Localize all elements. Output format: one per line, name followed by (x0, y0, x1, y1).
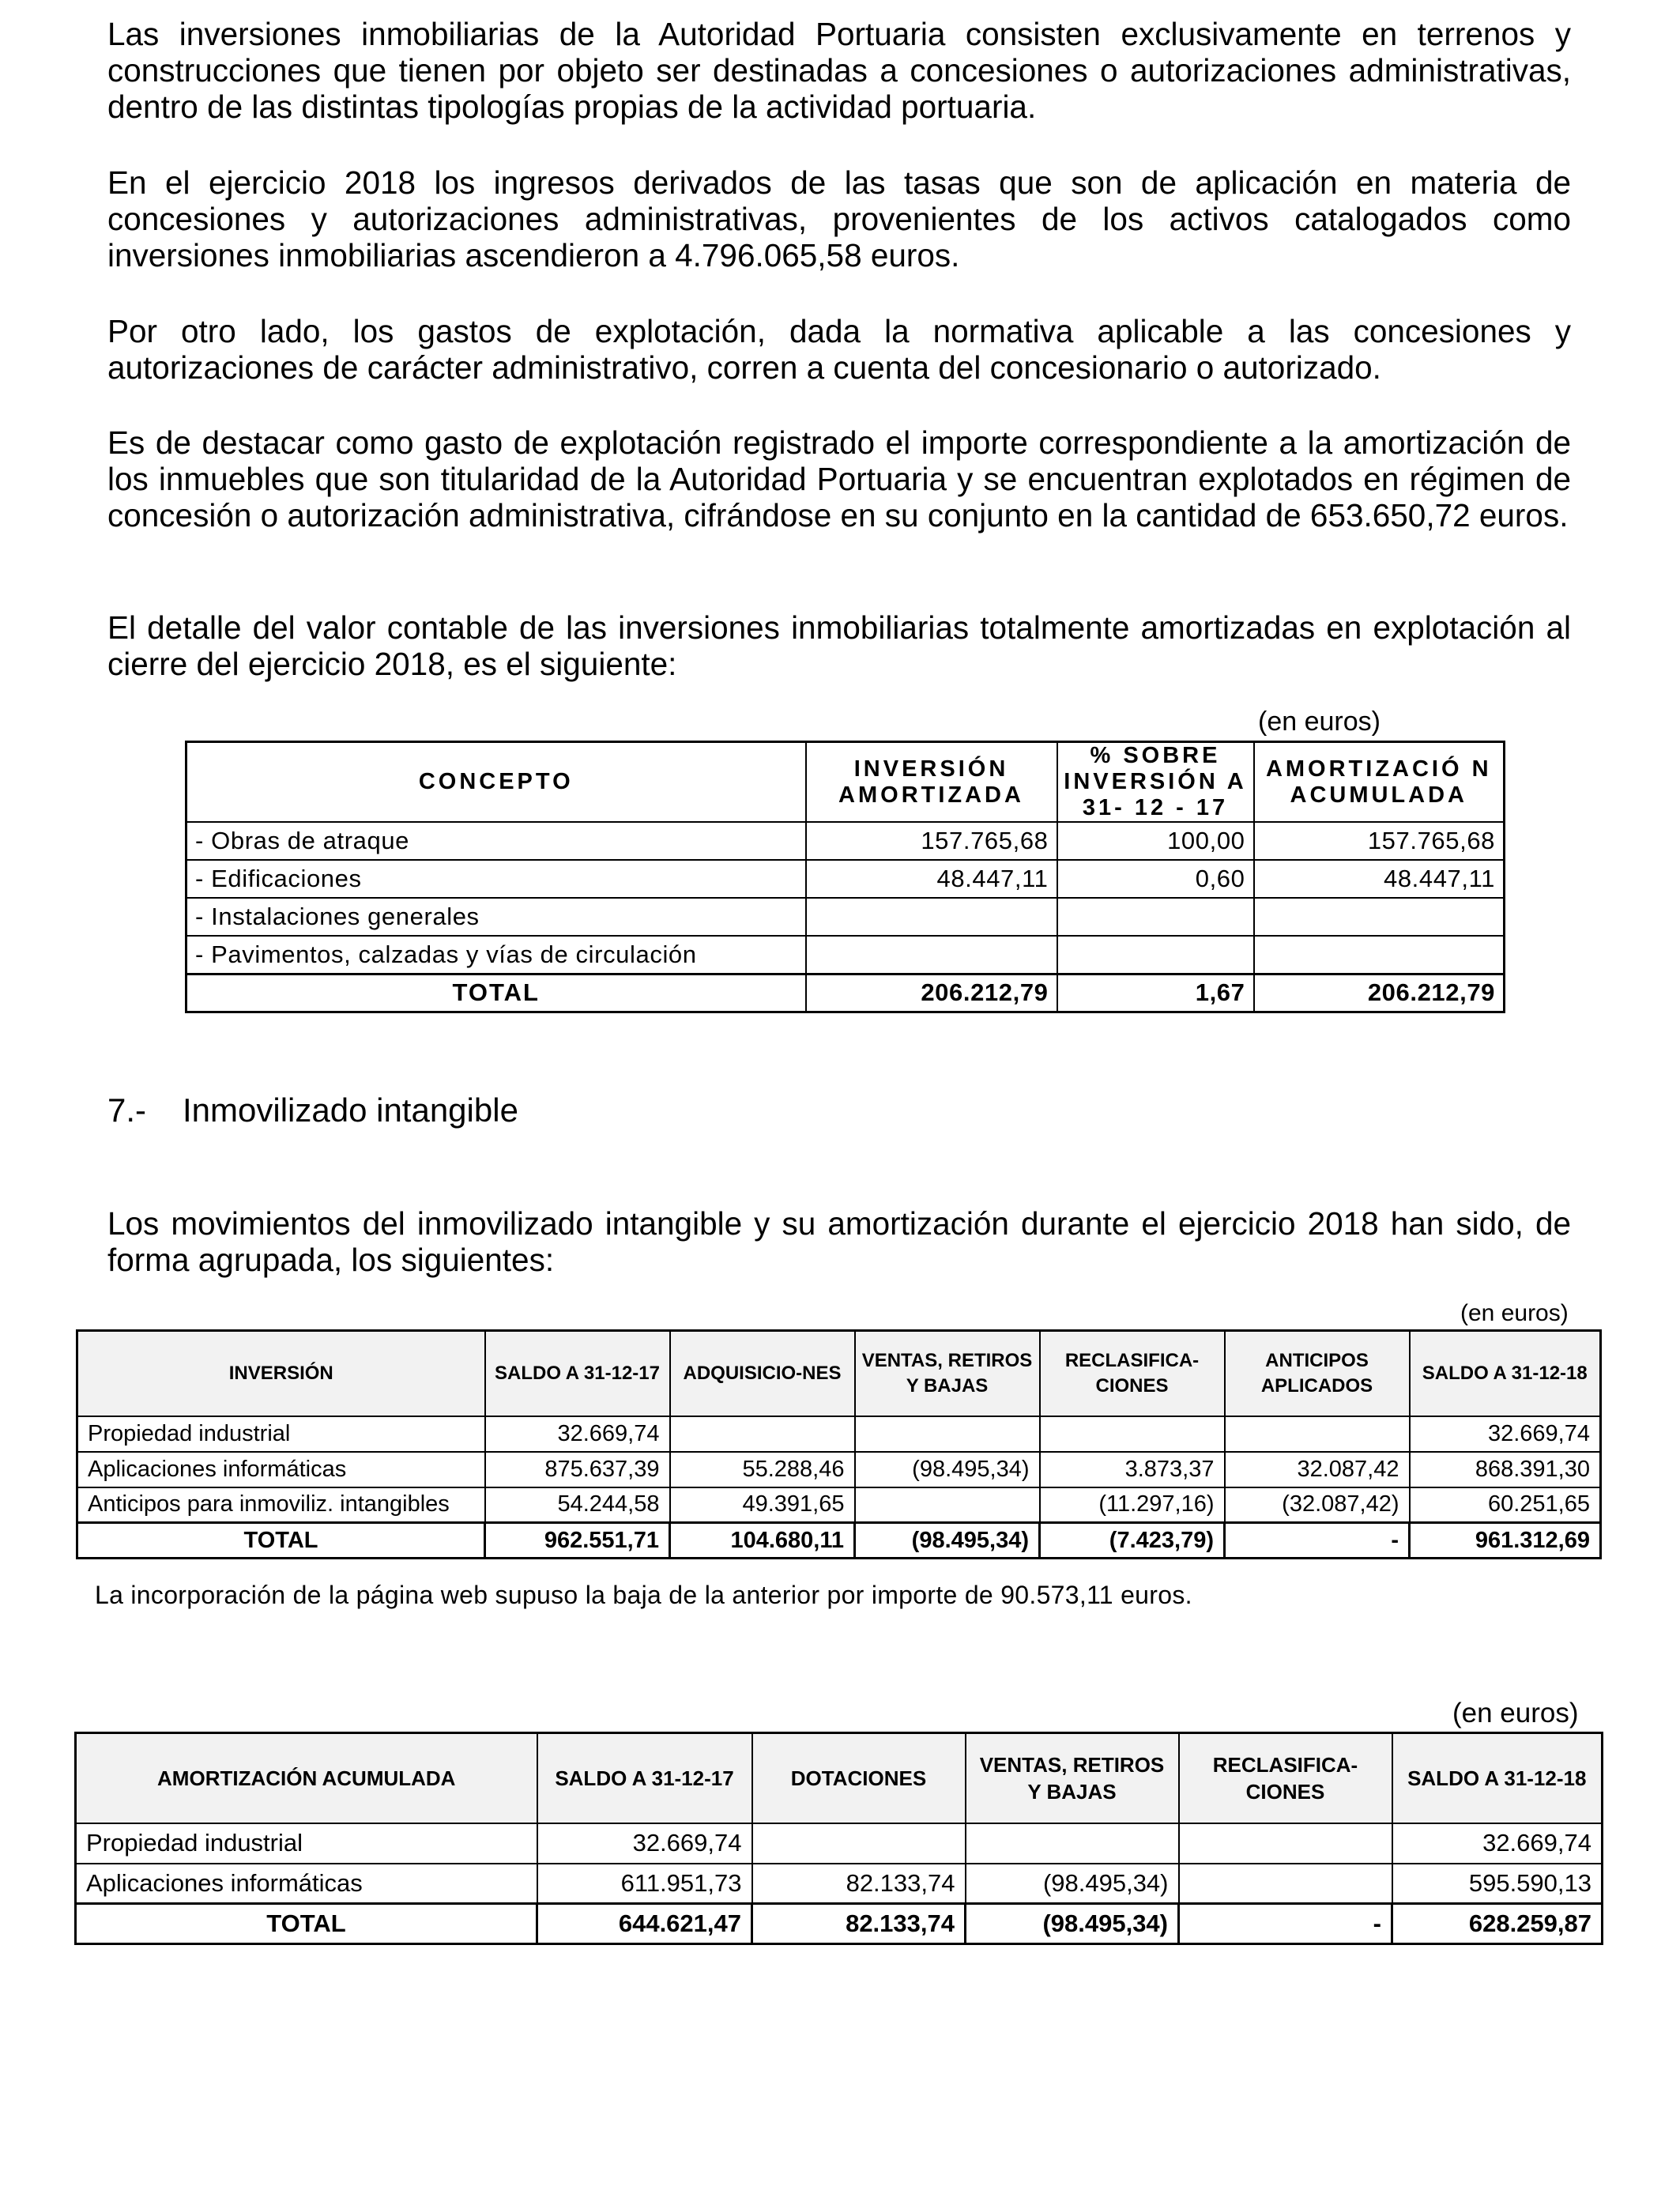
table-inversion-intangible (76, 1329, 1602, 1559)
cell-value: 49.391,65 (670, 1487, 855, 1523)
table-row (77, 1487, 1601, 1523)
cell-value: 32.669,74 (1392, 1823, 1603, 1864)
cell-total-value: 628.259,87 (1392, 1904, 1603, 1944)
cell-value: 48.447,11 (806, 860, 1057, 898)
header-dotaciones: DOTACIONES (752, 1733, 966, 1823)
table-total-row (186, 974, 1505, 1012)
paragraph-inversiones-inmobiliarias: Las inversiones inmobiliarias de la Autoridad Portuaria consisten exclusivamente en terrenos y construcciones que tienen por objeto ser destinadas a concesiones o autorizaciones administrativas, dentro de las distintas tipologías propias de la actividad portuaria. (107, 16, 1571, 125)
cell-value (1254, 936, 1505, 974)
cell-value: 100,00 (1057, 822, 1254, 860)
cell-value (1057, 936, 1254, 974)
note-pagina-web: La incorporación de la página web supuso la baja de la anterior por importe de 90.573,11 euros. (95, 1581, 1192, 1609)
cell-concepto: Anticipos para inmoviliz. intangibles (77, 1487, 485, 1523)
header-anticipos-aplicados: ANTICIPOS APLICADOS (1225, 1331, 1410, 1416)
cell-total-label: TOTAL (77, 1523, 485, 1559)
header-reclasificaciones: RECLASIFICA-CIONES (1040, 1331, 1225, 1416)
section-title: Inmovilizado intangible (183, 1091, 518, 1129)
cell-value: 55.288,46 (670, 1452, 855, 1487)
header-reclasificaciones: RECLASIFICA-CIONES (1179, 1733, 1392, 1823)
header-adquisiciones: ADQUISICIO-NES (670, 1331, 855, 1416)
table-inversiones-amortizadas (185, 741, 1505, 1013)
cell-value: 32.669,74 (485, 1416, 670, 1452)
paragraph-movimientos-intangible: Los movimientos del inmovilizado intangible y su amortización durante el ejercicio 2018 han sido, de forma agrupada, los siguientes: (107, 1205, 1571, 1278)
cell-value: 611.951,73 (537, 1864, 752, 1904)
cell-concepto: Propiedad industrial (77, 1416, 485, 1452)
cell-value: 595.590,13 (1392, 1864, 1603, 1904)
cell-value: (11.297,16) (1040, 1487, 1225, 1523)
table-row (76, 1823, 1603, 1864)
cell-value (1254, 898, 1505, 936)
header-inversion-amortizada: INVERSIÓN AMORTIZADA (806, 742, 1057, 823)
header-concepto: CONCEPTO (186, 742, 806, 823)
header-saldo-final: SALDO A 31-12-18 (1392, 1733, 1603, 1823)
paragraph-detalle-valor-contable: El detalle del valor contable de las inversiones inmobiliarias totalmente amortizadas en explotación al cierre del ejercicio 2018, es el siguiente: (107, 609, 1571, 682)
cell-value: 875.637,39 (485, 1452, 670, 1487)
table-header-row (76, 1733, 1603, 1823)
cell-value (855, 1416, 1040, 1452)
table-header-row (186, 742, 1505, 823)
header-amortizacion-acumulada: AMORTIZACIÓ N ACUMULADA (1254, 742, 1505, 823)
table-total-row (77, 1523, 1601, 1559)
cell-value: 3.873,37 (1040, 1452, 1225, 1487)
cell-value (1179, 1823, 1392, 1864)
cell-value: 54.244,58 (485, 1487, 670, 1523)
table-row (76, 1864, 1603, 1904)
cell-total-value: - (1225, 1523, 1410, 1559)
header-saldo-final: SALDO A 31-12-18 (1410, 1331, 1601, 1416)
cell-total-value: 206.212,79 (806, 974, 1057, 1012)
table-total-row (76, 1904, 1603, 1944)
table1-unit-label: (en euros) (1258, 707, 1381, 737)
cell-total-value: (98.495,34) (966, 1904, 1179, 1944)
paragraph-gastos-explotacion: Por otro lado, los gastos de explotación, dada la normativa aplicable a las concesiones y autorizaciones de carácter administrativo, corren a cuenta del concesionario o autorizado. (107, 313, 1571, 386)
cell-value (752, 1823, 966, 1864)
cell-total-label: TOTAL (186, 974, 806, 1012)
table2-unit-label: (en euros) (1460, 1300, 1569, 1326)
cell-value (855, 1487, 1040, 1523)
cell-value: 82.133,74 (752, 1864, 966, 1904)
cell-concepto: Aplicaciones informáticas (76, 1864, 537, 1904)
cell-concepto: Aplicaciones informáticas (77, 1452, 485, 1487)
cell-concepto: - Pavimentos, calzadas y vías de circulación (186, 936, 806, 974)
cell-value (670, 1416, 855, 1452)
section-heading (107, 1091, 518, 1130)
header-amortizacion-acumulada: AMORTIZACIÓN ACUMULADA (76, 1733, 537, 1823)
cell-value: 32.669,74 (537, 1823, 752, 1864)
header-ventas-retiros-bajas: VENTAS, RETIROS Y BAJAS (966, 1733, 1179, 1823)
table-row (186, 898, 1505, 936)
section-number: 7.- (107, 1091, 147, 1129)
cell-concepto: - Edificaciones (186, 860, 806, 898)
cell-total-value: 104.680,11 (670, 1523, 855, 1559)
table-header-row (77, 1331, 1601, 1416)
header-porcentaje-sobre-inversion: % SOBRE INVERSIÓN A 31- 12 - 17 (1057, 742, 1254, 823)
cell-value: 48.447,11 (1254, 860, 1505, 898)
cell-value: (98.495,34) (966, 1864, 1179, 1904)
cell-value: 157.765,68 (806, 822, 1057, 860)
cell-value: (98.495,34) (855, 1452, 1040, 1487)
cell-total-value: 82.133,74 (752, 1904, 966, 1944)
table-row (186, 936, 1505, 974)
table-amortizacion-acumulada (74, 1732, 1603, 1945)
cell-value (1225, 1416, 1410, 1452)
cell-total-value: 962.551,71 (485, 1523, 670, 1559)
cell-value: 868.391,30 (1410, 1452, 1601, 1487)
cell-value (806, 898, 1057, 936)
table-row (186, 822, 1505, 860)
cell-value: 32.087,42 (1225, 1452, 1410, 1487)
cell-value (1040, 1416, 1225, 1452)
paragraph-amortizacion-inmuebles: Es de destacar como gasto de explotación registrado el importe correspondiente a la amortización de los inmuebles que son titularidad de la Autoridad Portuaria y se encuentran explotados en régimen de concesión o autorización administrativa, cifrándose en su conjunto en la cantidad de 653.650,72 euros. (107, 424, 1571, 533)
cell-value (806, 936, 1057, 974)
cell-total-value: 644.621,47 (537, 1904, 752, 1944)
header-ventas-retiros-bajas: VENTAS, RETIROS Y BAJAS (855, 1331, 1040, 1416)
cell-value: 32.669,74 (1410, 1416, 1601, 1452)
cell-value (1179, 1864, 1392, 1904)
cell-value (1057, 898, 1254, 936)
cell-concepto: - Obras de atraque (186, 822, 806, 860)
header-saldo-inicial: SALDO A 31-12-17 (485, 1331, 670, 1416)
cell-total-value: (7.423,79) (1040, 1523, 1225, 1559)
cell-total-value: 1,67 (1057, 974, 1254, 1012)
cell-total-label: TOTAL (76, 1904, 537, 1944)
table-row (77, 1452, 1601, 1487)
cell-value: 60.251,65 (1410, 1487, 1601, 1523)
header-saldo-inicial: SALDO A 31-12-17 (537, 1733, 752, 1823)
paragraph-ingresos-2018: En el ejercicio 2018 los ingresos derivados de las tasas que son de aplicación en materia de concesiones y autorizaciones administrativas, provenientes de los activos catalogados como inversiones inmobiliarias ascendieron a 4.796.065,58 euros. (107, 164, 1571, 273)
cell-concepto: Propiedad industrial (76, 1823, 537, 1864)
cell-value (966, 1823, 1179, 1864)
cell-concepto: - Instalaciones generales (186, 898, 806, 936)
cell-total-value: (98.495,34) (855, 1523, 1040, 1559)
cell-value: 157.765,68 (1254, 822, 1505, 860)
table3-unit-label: (en euros) (1452, 1698, 1579, 1728)
header-inversion: INVERSIÓN (77, 1331, 485, 1416)
cell-total-value: 961.312,69 (1410, 1523, 1601, 1559)
cell-value: 0,60 (1057, 860, 1254, 898)
cell-total-value: - (1179, 1904, 1392, 1944)
cell-value: (32.087,42) (1225, 1487, 1410, 1523)
table-row (77, 1416, 1601, 1452)
cell-total-value: 206.212,79 (1254, 974, 1505, 1012)
table-row (186, 860, 1505, 898)
